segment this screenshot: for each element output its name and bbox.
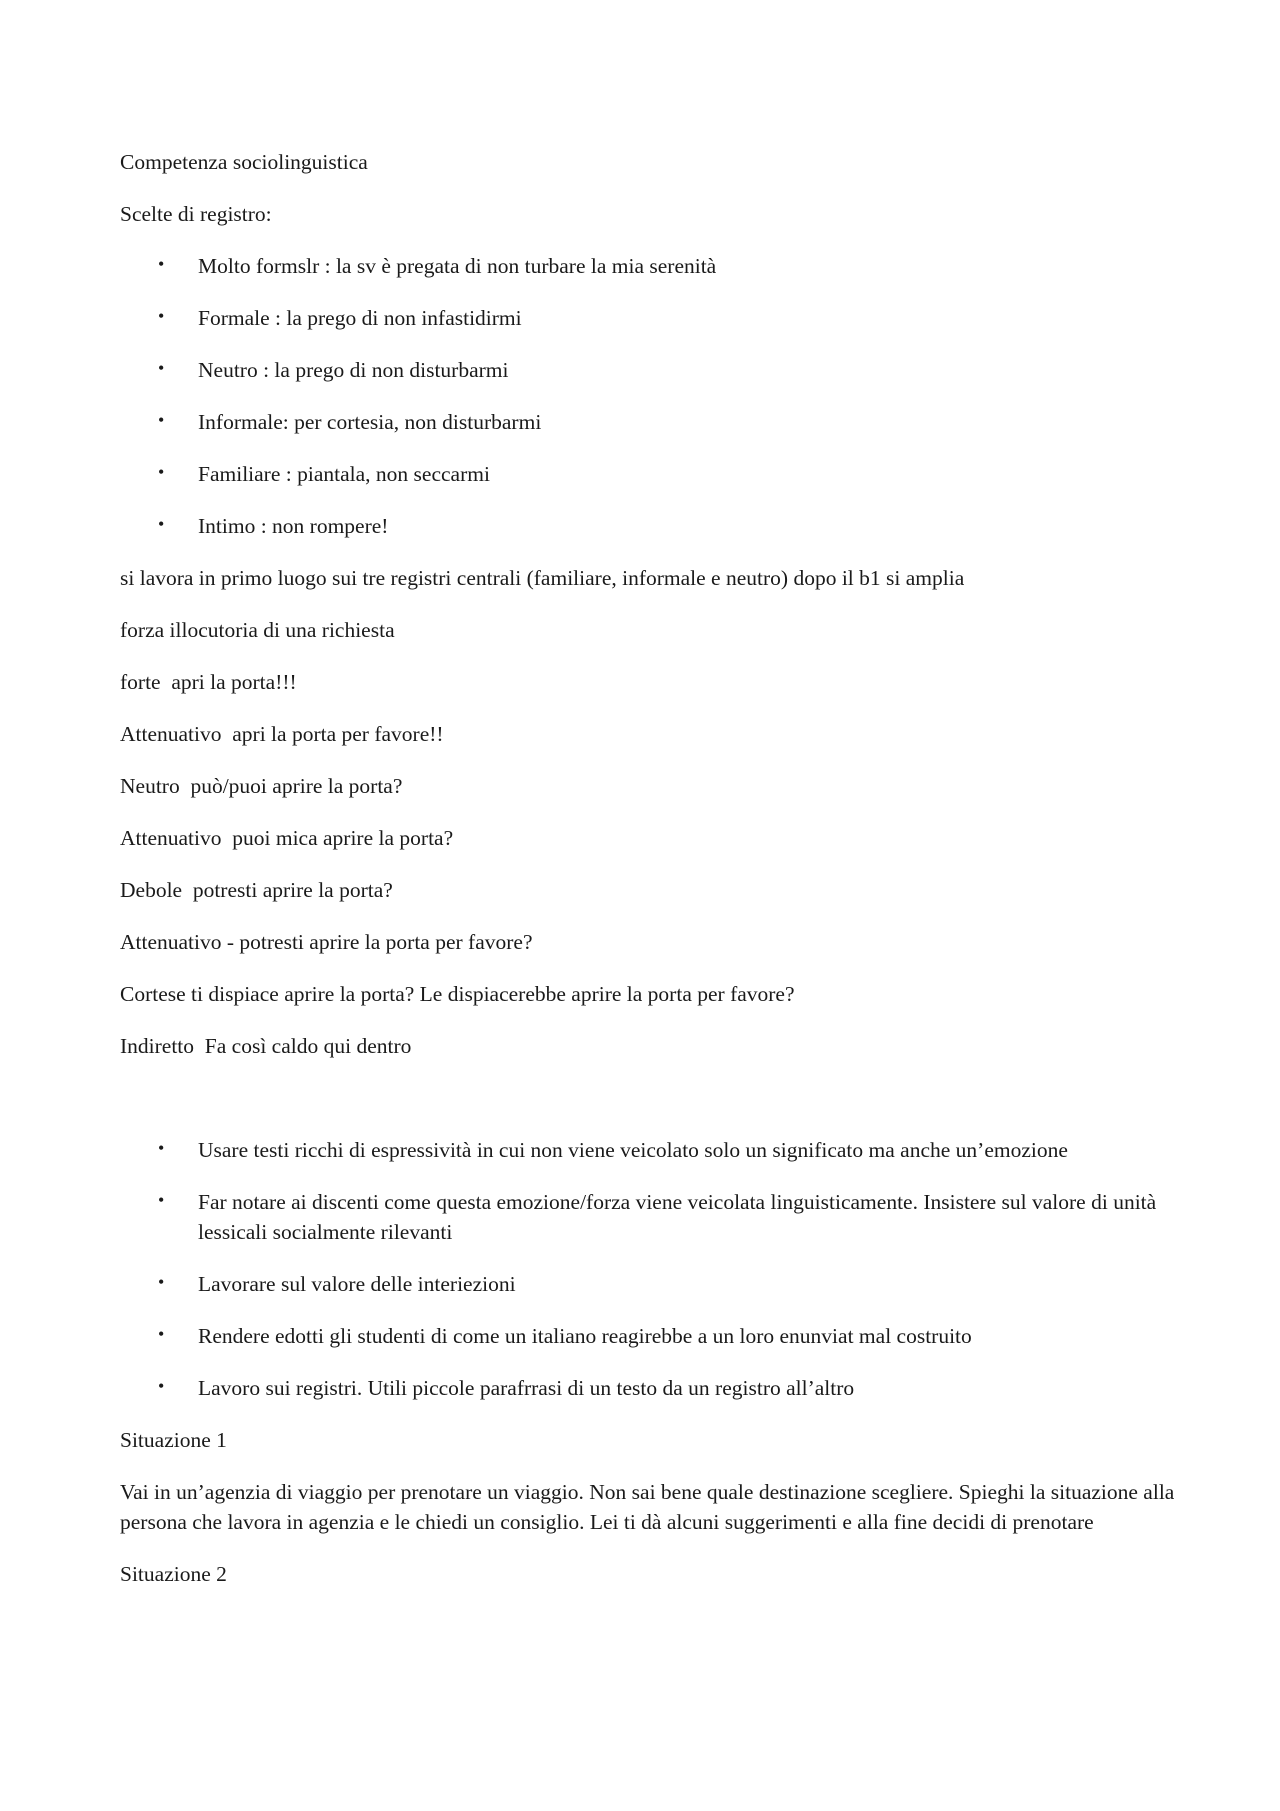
force-line: Cortese ti dispiace aprire la porta? Le dispiacerebbe aprire la porta per favore?: [120, 982, 795, 1006]
bullet-icon: •: [158, 410, 165, 430]
bullet-icon: •: [158, 1190, 165, 1210]
registers-note: si lavora in primo luogo sui tre registri centrali (familiare, informale e neutro) dopo il b1 si amplia: [120, 566, 965, 590]
bullet-icon: •: [158, 306, 165, 326]
force-line: Attenuativo - potresti aprire la porta per favore?: [120, 930, 533, 954]
bullet-icon: •: [158, 462, 165, 482]
document-title: Competenza sociolinguistica: [120, 150, 368, 174]
list-item: [120, 407, 1180, 437]
register-item-text: Intimo : non rompere!: [198, 514, 389, 538]
register-item-text: Informale: per cortesia, non disturbarmi: [198, 410, 542, 434]
blank-line: [120, 1083, 1180, 1135]
situation-1-text: Vai in un’agenzia di viaggio per prenotare un viaggio. Non sai bene quale destinazione scegliere. Spieghi la situazione alla persona che lavora in agenzia e le chiedi un consiglio. Lei ti dà alcuni suggerimenti e alla fine decidi di prenotare: [120, 1480, 1180, 1534]
force-line: Debole potresti aprire la porta?: [120, 878, 393, 902]
force-line: forte apri la porta!!!: [120, 670, 297, 694]
list-item: [120, 251, 1180, 281]
list-item: [120, 303, 1180, 333]
list-item: [120, 459, 1180, 489]
force-line: Indiretto Fa così caldo qui dentro: [120, 1034, 412, 1058]
situation-1-title: Situazione 1: [120, 1428, 227, 1452]
force-line: Neutro può/puoi aprire la porta?: [120, 774, 403, 798]
list-item: [120, 1187, 1180, 1247]
list-item: [120, 355, 1180, 385]
tip-item-text: Rendere edotti gli studenti di come un italiano reagirebbe a un loro enunviat mal costruito: [198, 1324, 972, 1348]
list-item: [120, 511, 1180, 541]
bullet-icon: •: [158, 358, 165, 378]
register-item-text: Formale : la prego di non infastidirmi: [198, 306, 522, 330]
list-item: [120, 1373, 1180, 1403]
force-line: Attenuativo apri la porta per favore!!: [120, 722, 444, 746]
register-item-text: Neutro : la prego di non disturbarmi: [198, 358, 509, 382]
registers-heading: Scelte di registro:: [120, 202, 272, 226]
tip-item-text: Far notare ai discenti come questa emozione/forza viene veicolata linguisticamente. Insistere sul valore di unità lessicali socialmente rilevanti: [198, 1190, 1157, 1244]
bullet-icon: •: [158, 514, 165, 534]
register-item-text: Molto formslr : la sv è pregata di non turbare la mia serenità: [198, 254, 717, 278]
list-item: [120, 1269, 1180, 1299]
bullet-icon: •: [158, 254, 165, 274]
bullet-icon: •: [158, 1324, 165, 1344]
force-heading: forza illocutoria di una richiesta: [120, 618, 395, 642]
bullet-icon: •: [158, 1376, 165, 1396]
tips-list: [120, 1135, 1180, 1403]
list-item: [120, 1321, 1180, 1351]
tip-item-text: Lavoro sui registri. Utili piccole parafrrasi di un testo da un registro all’altro: [198, 1376, 855, 1400]
bullet-icon: •: [158, 1138, 165, 1158]
list-item: [120, 1135, 1180, 1165]
document-page: [120, 147, 1180, 1611]
situation-2-title: Situazione 2: [120, 1562, 227, 1586]
tip-item-text: Lavorare sul valore delle interiezioni: [198, 1272, 516, 1296]
tip-item-text: Usare testi ricchi di espressività in cui non viene veicolato solo un significato ma anche un’emozione: [198, 1138, 1068, 1162]
registers-list: [120, 251, 1180, 541]
force-line: Attenuativo puoi mica aprire la porta?: [120, 826, 454, 850]
bullet-icon: •: [158, 1272, 165, 1292]
register-item-text: Familiare : piantala, non seccarmi: [198, 462, 490, 486]
